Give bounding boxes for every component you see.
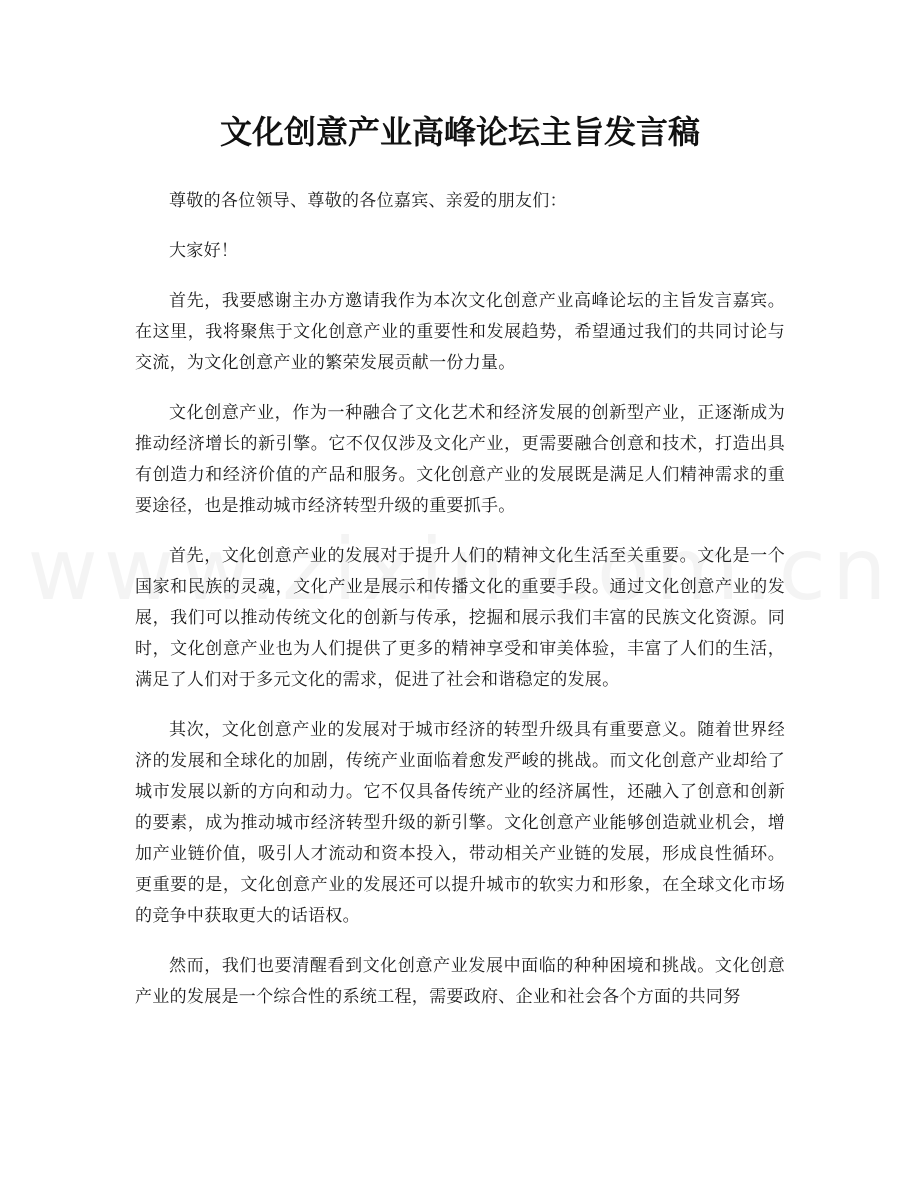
greeting-paragraph: 大家好！ — [169, 241, 239, 261]
body-paragraph-1: 首先，我要感谢主办方邀请我作为本次文化创意产业高峰论坛的主旨发言嘉宾。在这里，我将聚焦于文化创意产业的重要性和发展趋势，希望通过我们的共同讨论与交流，为文化创意产业的繁荣发展贡献一份力量。 — [135, 291, 785, 373]
document-body — [135, 186, 785, 1032]
document-title: 文化创意产业高峰论坛主旨发言稿 — [219, 113, 700, 151]
salutation-paragraph: 尊敬的各位领导、尊敬的各位嘉宾、亲爱的朋友们： — [169, 191, 567, 211]
body-paragraph-2: 文化创意产业，作为一种融合了文化艺术和经济发展的创新型产业，正逐渐成为推动经济增长的新引擎。它不仅仅涉及文化产业，更需要融合创意和技术，打造出具有创造力和经济价值的产品和服务。文化创意产业的发展既是满足人们精神需求的重要途径，也是推动城市经济转型升级的重要抓手。 — [135, 403, 785, 516]
body-paragraph-3: 首先，文化创意产业的发展对于提升人们的精神文化生活至关重要。文化是一个国家和民族的灵魂，文化产业是展示和传播文化的重要手段。通过文化创意产业的发展，我们可以推动传统文化的创新与传承，挖掘和展示我们丰富的民族文化资源。同时，文化创意产业也为人们提供了更多的精神享受和审美体验，丰富了人们的生活，满足了人们对于多元文化的需求，促进了社会和谐稳定的发展。 — [135, 546, 785, 690]
body-paragraph-5: 然而，我们也要清醒看到文化创意产业发展中面临的种种困境和挑战。文化创意产业的发展是一个综合性的系统工程，需要政府、企业和社会各个方面的共同努 — [135, 956, 785, 1007]
body-paragraph-4: 其次，文化创意产业的发展对于城市经济的转型升级具有重要意义。随着世界经济的发展和全球化的加剧，传统产业面临着愈发严峻的挑战。而文化创意产业却给了城市发展以新的方向和动力。它不仅具备传统产业的经济属性，还融入了创意和创新的要素，成为推动城市经济转型升级的新引擎。文化创意产业能够创造就业机会，增加产业链价值，吸引人才流动和资本投入，带动相关产业链的发展，形成良性循环。更重要的是，文化创意产业的发展还可以提升城市的软实力和形象，在全球文化市场的竞争中获取更大的话语权。 — [135, 720, 785, 926]
